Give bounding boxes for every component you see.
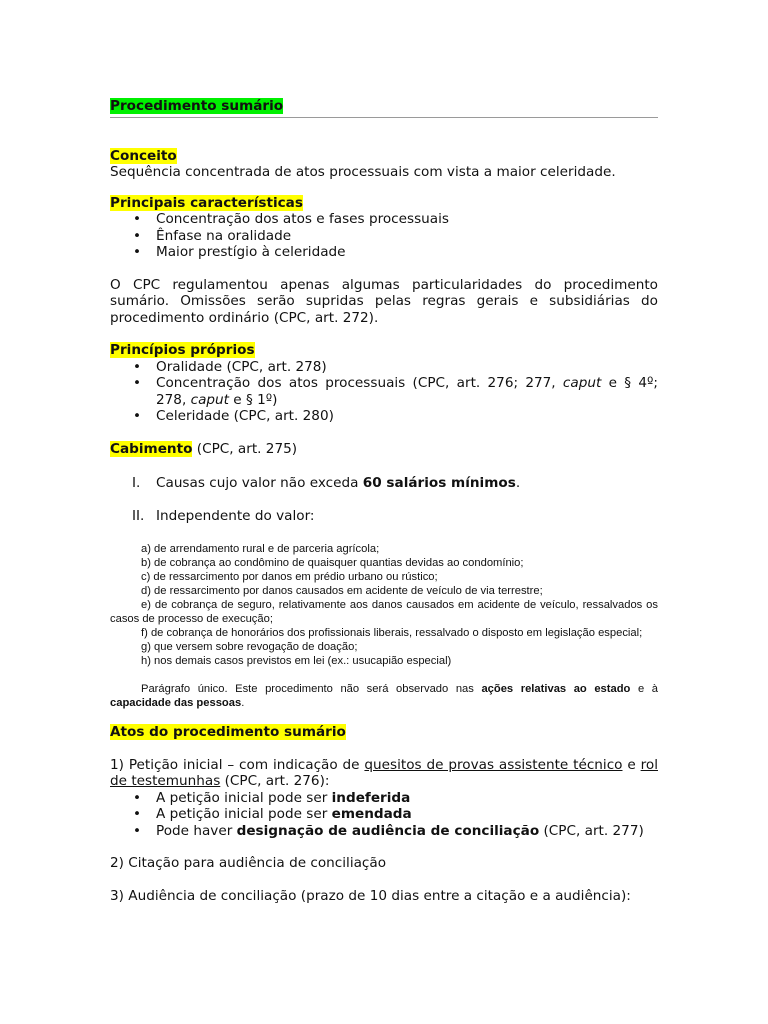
document-page — [110, 98, 658, 904]
cabimento-line: Cabimento (CPC, art. 275) — [110, 440, 298, 457]
principios-list — [110, 359, 658, 425]
list-item: • A petição inicial pode ser indeferida — [156, 790, 658, 807]
list-item: • Pode haver designação de audiência de conciliação (CPC, art. 277) — [156, 823, 658, 840]
cabimento-sublist — [110, 542, 658, 710]
list-item: b) de cobrança ao condômino de quaisquer quantias devidas ao condomínio; — [141, 557, 524, 569]
list-item: h) nos demais casos previstos em lei (ex.: usucapião especial) — [141, 655, 452, 667]
list-item: • Concentração dos atos processuais (CPC, art. 276; 277, caput e § 4º; 278, caput e § 1º) — [156, 375, 658, 408]
atos-item-3: 3) Audiência de conciliação (prazo de 10 dias entre a citação e a audiência): — [110, 887, 631, 904]
document-title — [110, 98, 658, 118]
list-item: f) de cobrança de honorários dos profissionais liberais, ressalvado o disposto em legislação especial; — [141, 627, 643, 639]
heading-atos: Atos do procedimento sumário — [110, 724, 346, 740]
paragrafo-unico: Parágrafo único. Este procedimento não será observado nas ações relativas ao estado e à capacidade das pessoas. — [110, 683, 658, 709]
list-item: c) de ressarcimento por danos em prédio urbano ou rústico; — [141, 571, 438, 583]
list-item: • Maior prestígio à celeridade — [156, 244, 658, 261]
title-highlight: Procedimento sumário — [110, 98, 284, 114]
list-item: g) que versem sobre revogação de doação; — [141, 641, 358, 653]
list-item: a) de arrendamento rural e de parceria agrícola; — [141, 543, 380, 555]
caracteristicas-list — [110, 211, 658, 261]
atos-sublist — [110, 790, 658, 840]
atos-item-2: 2) Citação para audiência de conciliação — [110, 855, 387, 871]
list-item: • A petição inicial pode ser emendada — [156, 806, 658, 823]
list-item: • Oralidade (CPC, art. 278) — [156, 359, 658, 376]
conceito-text: Sequência concentrada de atos processuais com vista a maior celeridade. — [110, 164, 616, 180]
cabimento-item-ii: II. Independente do valor: — [132, 507, 315, 524]
list-item: d) de ressarcimento por danos causados em acidente de veículo de via terrestre; — [141, 585, 543, 597]
heading-principios: Princípios próprios — [110, 342, 255, 358]
atos-item-1: 1) Petição inicial – com indicação de quesitos de provas assistente técnico e rol de testemunhas (CPC, art. 276): — [110, 756, 658, 789]
list-item: • Celeridade (CPC, art. 280) — [156, 408, 658, 425]
heading-conceito: Conceito — [110, 147, 177, 164]
list-item: e) de cobrança de seguro, relativamente aos danos causados em acidente de veículo, ressalvados os casos de processo de execução; — [110, 599, 658, 625]
cabimento-item-i: I. Causas cujo valor não exceda 60 salários mínimos. — [132, 475, 521, 491]
list-item: • Concentração dos atos e fases processuais — [156, 211, 658, 228]
heading-caracteristicas: Principais características — [110, 194, 303, 211]
cpc-paragraph: O CPC regulamentou apenas algumas particularidades do procedimento sumário. Omissões serão supridas pelas regras gerais e subsidiárias do procedimento ordinário (CPC, art. 272). — [110, 276, 658, 326]
heading-cabimento: Cabimento — [110, 440, 193, 457]
list-item: • Ênfase na oralidade — [156, 228, 658, 245]
